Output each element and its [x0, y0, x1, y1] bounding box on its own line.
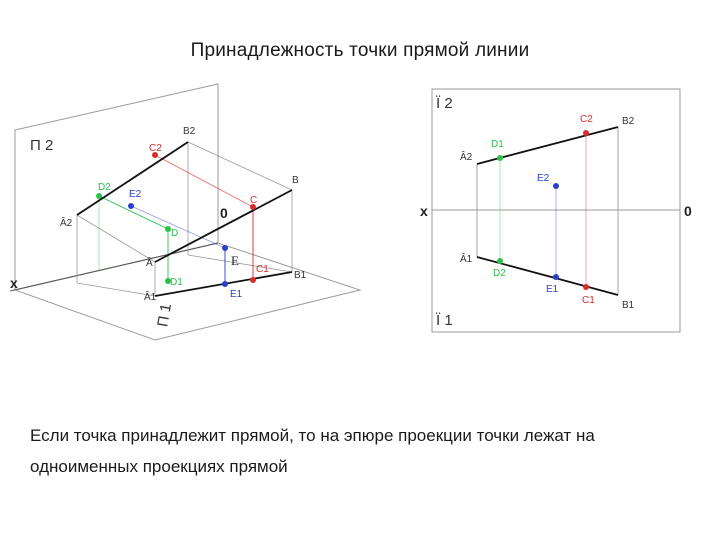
plane-h-outline [15, 243, 360, 340]
right-figure [420, 89, 692, 332]
epure-label-c1: C1 [582, 295, 595, 306]
epure-label-e2: E2 [537, 173, 550, 184]
red-link-top [155, 155, 253, 207]
left-origin-label: 0 [220, 205, 228, 221]
epure-label-d2: D2 [493, 268, 506, 279]
point-e [222, 245, 228, 251]
epure-label-b2: B2 [622, 116, 635, 127]
blue-link-top [131, 206, 225, 248]
page-title: Принадлежность точки прямой линии [190, 40, 530, 61]
point-e2 [128, 203, 134, 209]
label-d: D [171, 228, 179, 239]
label-b: B [292, 175, 299, 186]
label-a2: Â2 [60, 218, 73, 229]
label-d1: D1 [170, 277, 183, 288]
point-d2 [96, 193, 102, 199]
plane-v-label: П 2 [30, 137, 54, 154]
label-e: E [231, 253, 239, 268]
label-c: C [250, 195, 258, 206]
epure-point-c2 [583, 130, 589, 136]
caption-line-1: Если точка принадлежит прямой, то на эпюре проекции точки лежат на [30, 426, 595, 445]
left-figure [10, 84, 360, 340]
epure-label-b1: B1 [622, 300, 635, 311]
label-d2: D2 [98, 182, 111, 193]
plane-v-outline [15, 84, 218, 290]
label-a: Â [146, 258, 153, 269]
epure-point-e2 [553, 183, 559, 189]
plane-h-label: П 1 [154, 302, 176, 329]
label-a1: Â1 [144, 292, 157, 303]
epure-label-a1: Â1 [460, 254, 473, 265]
caption-line-2: одноименных проекциях прямой [30, 457, 288, 476]
label-e1: E1 [230, 289, 243, 300]
epure-label-c2: C2 [580, 114, 593, 125]
epure-plane-v-label: Ï 2 [436, 95, 453, 112]
point-c1 [250, 277, 256, 283]
left-axis-x-label: x [10, 275, 18, 291]
left-x-axis [10, 243, 218, 291]
right-axis-x-label: x [420, 203, 428, 219]
label-b1: B1 [294, 270, 307, 281]
epure-point-e1 [553, 274, 559, 280]
right-origin-label: 0 [684, 203, 692, 219]
label-c1: C1 [256, 264, 269, 275]
epure-point-c1 [583, 284, 589, 290]
epure-point-d1 [497, 155, 503, 161]
green-link-top [99, 196, 168, 229]
epure-label-e1: E1 [546, 284, 559, 295]
caption [30, 420, 710, 482]
epure-plane-h-label: Ï 1 [436, 312, 453, 329]
point-e1 [222, 281, 228, 287]
label-e2: E2 [129, 189, 142, 200]
label-b2: B2 [183, 126, 196, 137]
epure-label-d1: D1 [491, 139, 504, 150]
epure-label-a2: Â2 [460, 152, 473, 163]
epure-point-d2 [497, 258, 503, 264]
label-c2: C2 [149, 143, 162, 154]
